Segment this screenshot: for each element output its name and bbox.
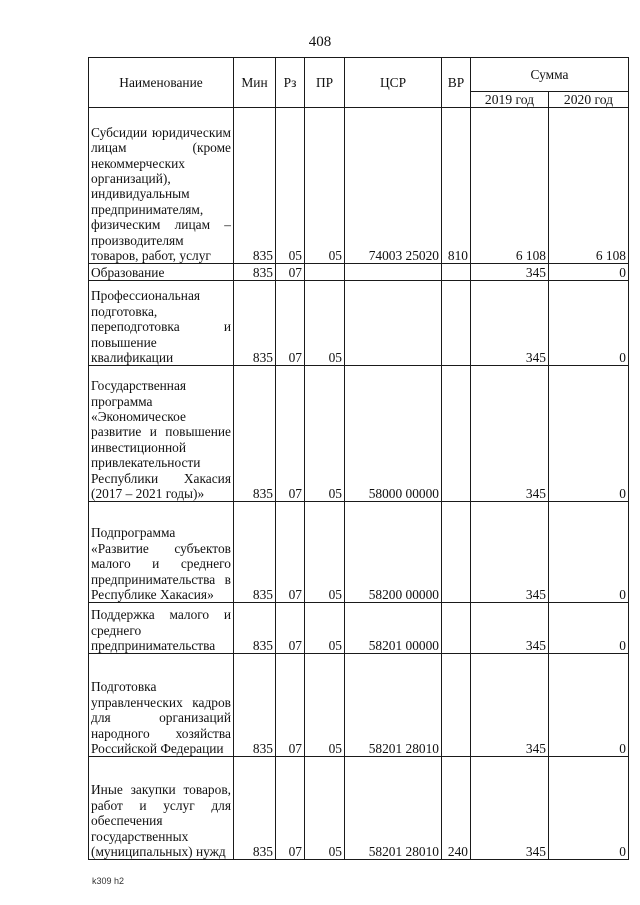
row-rz: 07	[276, 603, 305, 654]
row-vr	[442, 366, 471, 502]
row-csr	[345, 264, 442, 281]
row-sum-2019: 6 108	[471, 108, 549, 264]
row-name: Поддержка малого и среднего предпринимательства	[89, 603, 234, 654]
row-name: Субсидии юридическим лицам (кроме некоммерческих организаций), индивидуальным предпринимателям, физическим лицам – производителям товаров, работ, услуг	[89, 108, 234, 264]
row-csr: 58200 00000	[345, 502, 442, 603]
table-row	[89, 108, 629, 264]
row-csr: 58201 00000	[345, 603, 442, 654]
row-csr: 74003 25020	[345, 108, 442, 264]
col-header-min: Мин	[234, 58, 276, 108]
row-rz: 07	[276, 757, 305, 860]
page-number: 408	[308, 34, 332, 50]
row-sum-2019: 345	[471, 757, 549, 860]
row-min: 835	[234, 603, 276, 654]
row-sum-2019: 345	[471, 281, 549, 366]
row-sum-2019: 345	[471, 502, 549, 603]
col-header-rz: Рз	[276, 58, 305, 108]
row-sum-2020: 0	[549, 281, 629, 366]
row-min: 835	[234, 366, 276, 502]
row-pr: 05	[305, 281, 345, 366]
table-row	[89, 603, 629, 654]
row-sum-2020: 0	[549, 264, 629, 281]
row-min: 835	[234, 281, 276, 366]
row-vr	[442, 654, 471, 757]
row-sum-2019: 345	[471, 603, 549, 654]
row-sum-2019: 345	[471, 264, 549, 281]
row-name: Образование	[89, 264, 234, 281]
row-rz: 07	[276, 281, 305, 366]
row-csr: 58201 28010	[345, 654, 442, 757]
row-pr: 05	[305, 366, 345, 502]
footer-code: k309 h2	[92, 876, 125, 886]
row-sum-2020: 0	[549, 603, 629, 654]
row-rz: 07	[276, 654, 305, 757]
row-vr: 240	[442, 757, 471, 860]
row-min: 835	[234, 757, 276, 860]
col-header-csr: ЦСР	[345, 58, 442, 108]
row-sum-2020: 0	[549, 654, 629, 757]
row-rz: 07	[276, 366, 305, 502]
row-pr: 05	[305, 108, 345, 264]
table-row	[89, 502, 629, 603]
budget-table	[88, 57, 629, 860]
col-header-2020: 2020 год	[549, 92, 629, 108]
row-pr: 05	[305, 502, 345, 603]
table-row	[89, 366, 629, 502]
row-min: 835	[234, 502, 276, 603]
row-pr: 05	[305, 654, 345, 757]
col-header-pr: ПР	[305, 58, 345, 108]
col-header-sum: Сумма	[471, 58, 629, 92]
row-name: Иные закупки товаров, работ и услуг для обеспечения государственных (муниципальных) нужд	[89, 757, 234, 860]
row-name: Подготовка управленческих кадров для организаций народного хозяйства Российской Федерации	[89, 654, 234, 757]
row-sum-2019: 345	[471, 654, 549, 757]
row-rz: 07	[276, 264, 305, 281]
row-name: Подпрограмма «Развитие субъектов малого и среднего предпринимательства в Республике Хакасия»	[89, 502, 234, 603]
table-row	[89, 757, 629, 860]
table-row	[89, 264, 629, 281]
row-vr	[442, 502, 471, 603]
row-sum-2020: 0	[549, 757, 629, 860]
row-vr	[442, 603, 471, 654]
row-csr: 58201 28010	[345, 757, 442, 860]
col-header-name: Наименование	[89, 58, 234, 108]
row-min: 835	[234, 108, 276, 264]
row-name: Профессиональная подготовка, переподготовка и повышение квалификации	[89, 281, 234, 366]
table-row	[89, 654, 629, 757]
row-rz: 05	[276, 108, 305, 264]
row-pr: 05	[305, 757, 345, 860]
row-min: 835	[234, 654, 276, 757]
row-sum-2020: 0	[549, 366, 629, 502]
col-header-2019: 2019 год	[471, 92, 549, 108]
row-csr	[345, 281, 442, 366]
row-pr	[305, 264, 345, 281]
row-sum-2020: 0	[549, 502, 629, 603]
row-sum-2019: 345	[471, 366, 549, 502]
table-row	[89, 281, 629, 366]
row-vr	[442, 281, 471, 366]
row-name: Государственная программа «Экономическое развитие и повышение инвестиционной привлекательности Республики Хакасия (2017 – 2021 годы)»	[89, 366, 234, 502]
col-header-vr: ВР	[442, 58, 471, 108]
row-sum-2020: 6 108	[549, 108, 629, 264]
row-vr: 810	[442, 108, 471, 264]
row-rz: 07	[276, 502, 305, 603]
row-csr: 58000 00000	[345, 366, 442, 502]
row-vr	[442, 264, 471, 281]
row-pr: 05	[305, 603, 345, 654]
row-min: 835	[234, 264, 276, 281]
